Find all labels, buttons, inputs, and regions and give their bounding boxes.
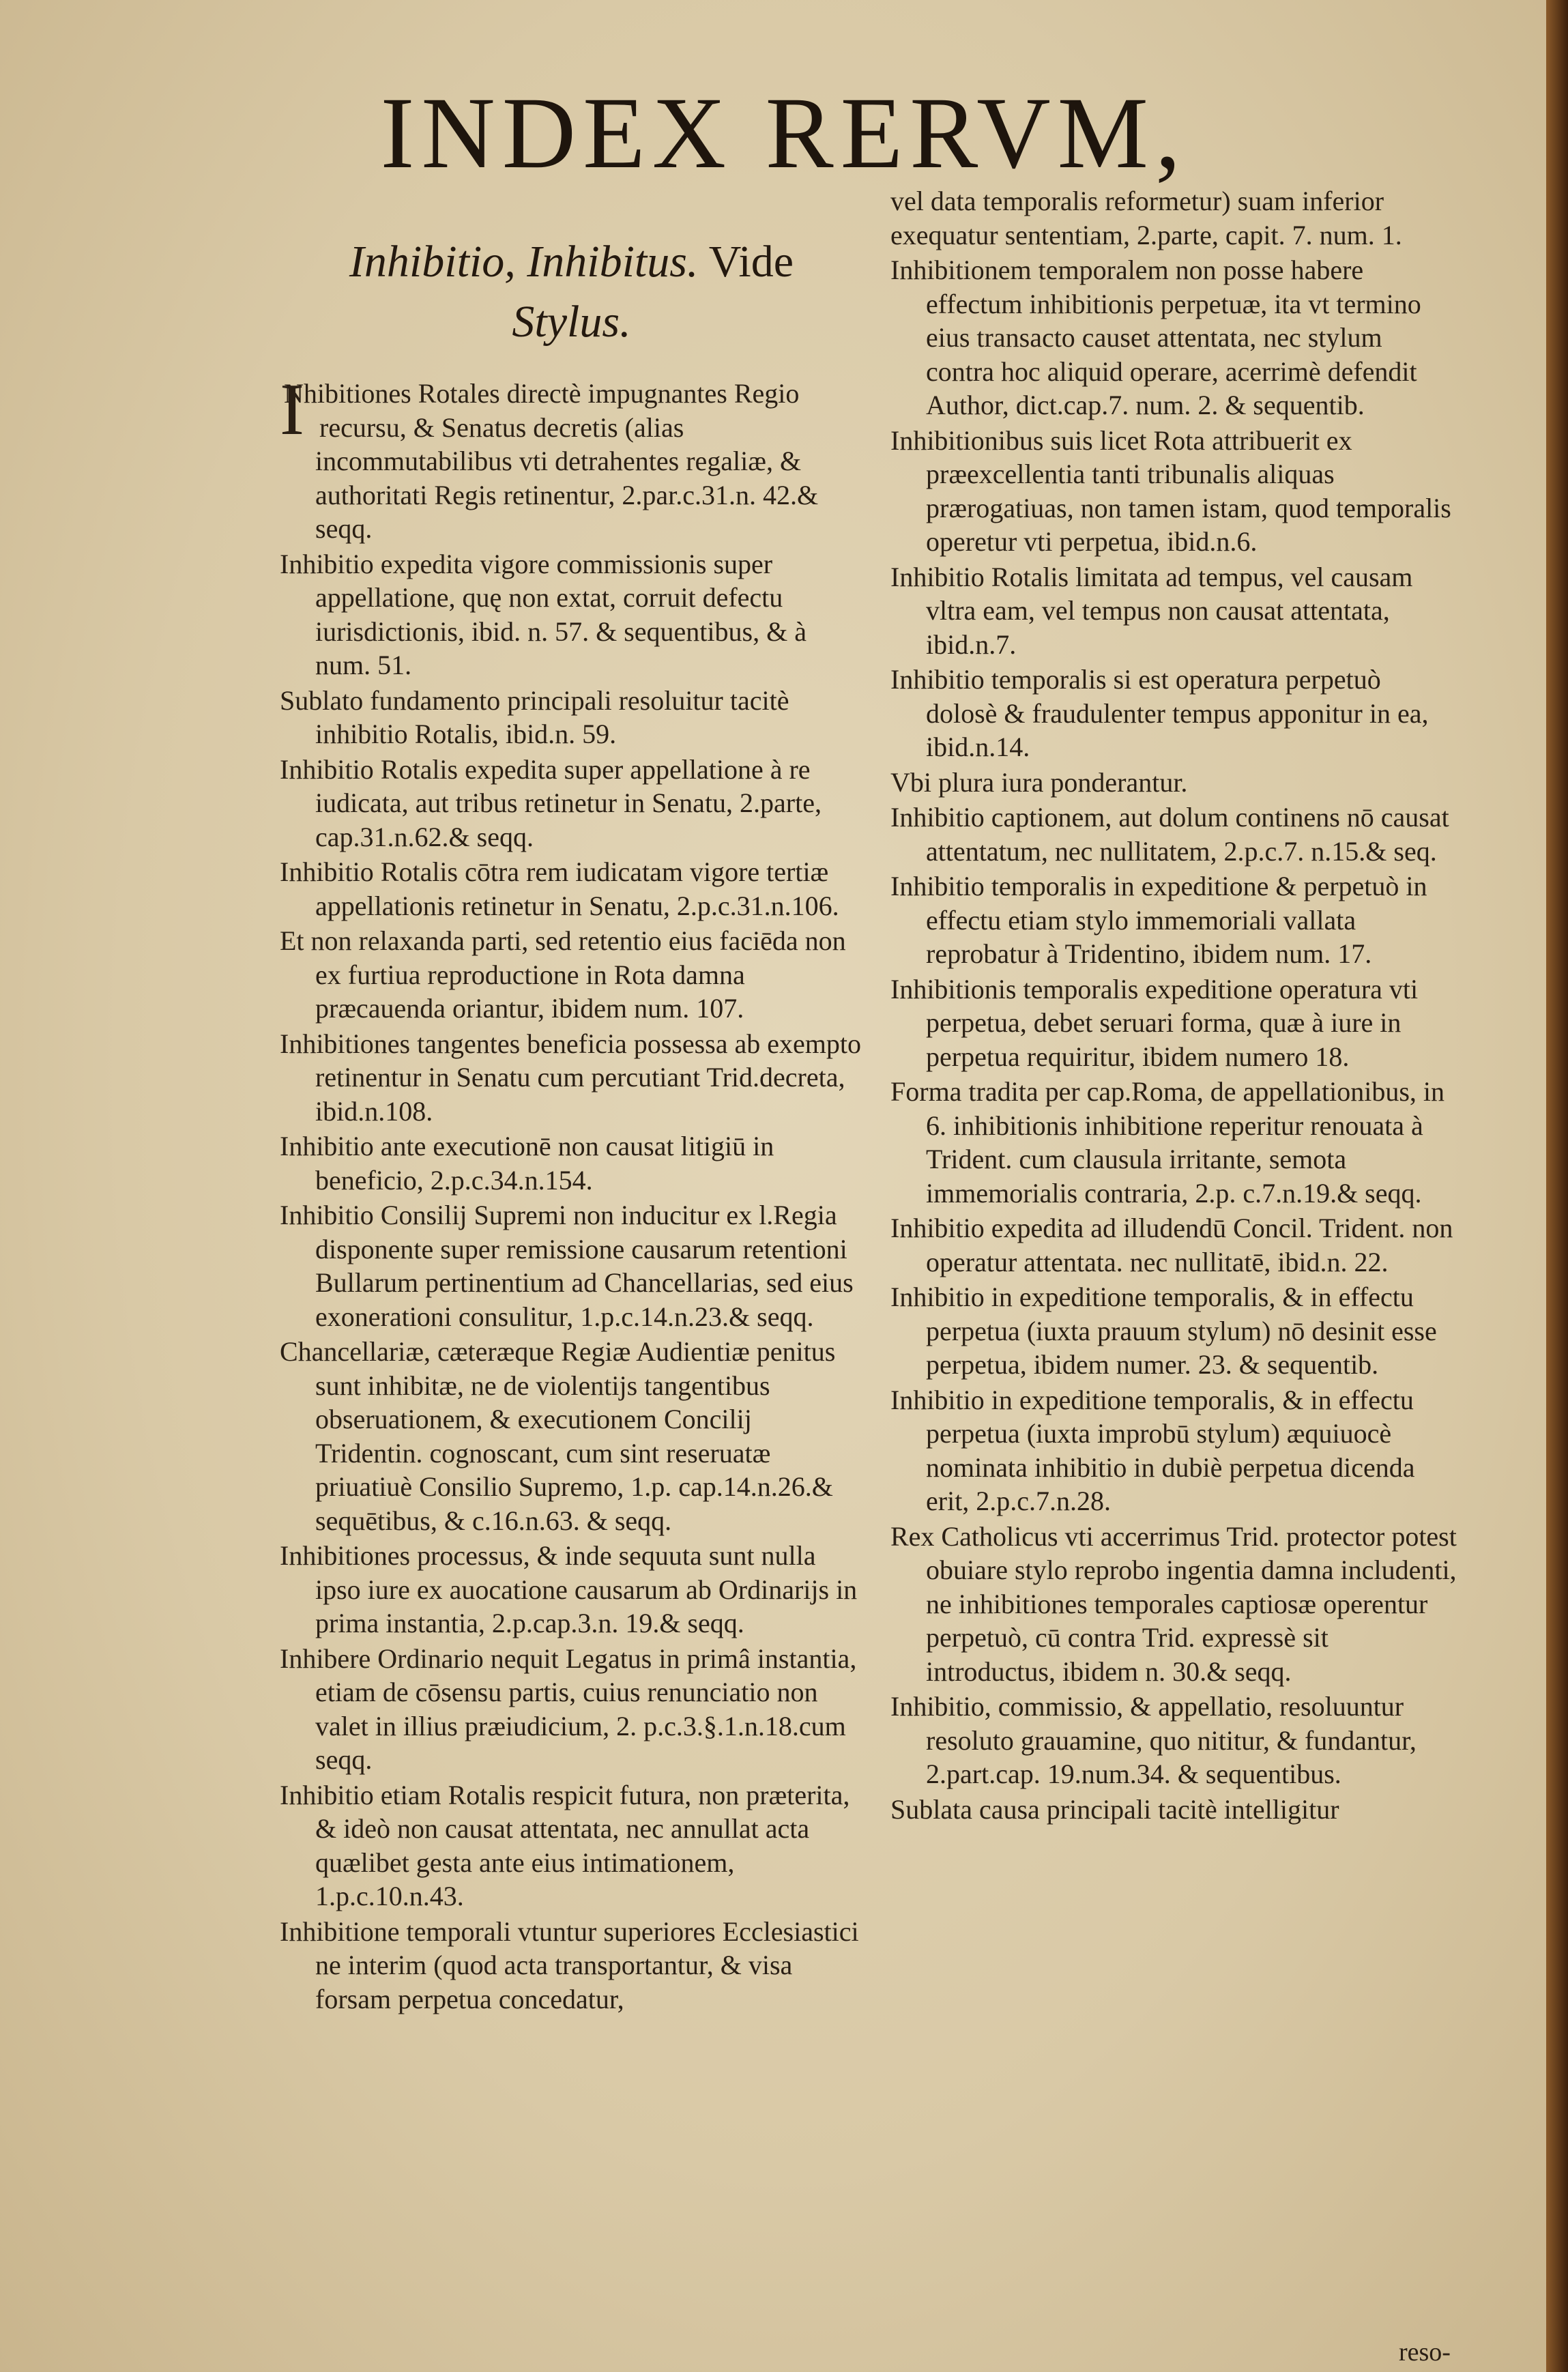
index-entry: INhibitiones Rotales directè impugnantes Regio recursu, & Senatus decretis (alias incommutabilibus vti detrahentes regaliæ, & authoritati Regis retinentur, 2.par.c.31.n. 42.& seqq.: [280, 369, 819, 544]
index-entry: Sublato fundamento principali resoluitur tacitè inhibitio Rotalis, ibid.n. 59.: [280, 684, 789, 749]
index-entry: Vbi plura iura ponderantur.: [890, 766, 1188, 798]
index-entry: Inhibitio Rotalis limitata ad tempus, vel causam vltra eam, vel tempus non causat attentata, ibid.n.7.: [890, 561, 1413, 660]
index-entry: Forma tradita per cap.Roma, de appellationibus, in 6. inhibitionis inhibitione reperitur renouata à Trident. cum clausula irritante, semota immemorialis contraria, 2.p. c.7.n.19.& seqq.: [890, 1076, 1444, 1209]
index-entry: Inhibitio temporalis in expeditione & perpetuò in effectu etiam stylo immemoriali vallata reprobatur à Tridentino, ibidem num. 17.: [890, 871, 1427, 969]
index-entry: Inhibitio etiam Rotalis respicit futura, non præterita, & ideò non causat attentata, nec annullat acta quælibet gesta ante eius intimationem, 1.p.c.10.n.43.: [280, 1779, 850, 1911]
index-entry: Inhibitio expedita vigore commissionis super appellatione, quę non extat, corruit defectu iurisdictionis, ibid. n. 57. & sequentibus, & à num. 51.: [280, 548, 807, 680]
index-entry: vel data temporalis reformetur) suam inferior exequatur sententiam, 2.parte, capit. 7. num. 1.: [890, 186, 1402, 250]
index-entry: Inhibere Ordinario nequit Legatus in primâ instantia, etiam de cōsensu partis, cuius renunciatio non valet in illius præiudicium, 2. p.c.3.§.1.n.18.cum seqq.: [280, 1643, 857, 1775]
heading-see: Stylus.: [512, 297, 631, 347]
left-entry-list: [280, 369, 863, 2016]
index-entry: Inhibitio ante executionē non causat litigiū in beneficio, 2.p.c.34.n.154.: [280, 1131, 774, 1196]
index-entry: Inhibitio temporalis si est operatura perpetuò dolosè & fraudulenter tempus apponitur in ea, ibid.n.14.: [890, 664, 1429, 762]
index-entry: Inhibitionem temporalem non posse habere effectum inhibitionis perpetuæ, ita vt termino eius transacto causet attentata, nec stylum contra hoc aliquid operare, acerrimè defendit Author, dict.cap.7. num. 2. & sequentib.: [890, 255, 1421, 420]
index-entry: Chancellariæ, cæteræque Regiæ Audientiæ penitus sunt inhibitæ, ne de violentijs tangentibus obseruationem, & executionem Concilij Tridentin. cognoscant, cum sint reseruatæ priuatiuè Consilio Supremo, 1.p. cap.14.n.26.& sequētibus, & c.16.n.63. & seqq.: [280, 1336, 836, 1536]
right-entry-list: [890, 184, 1457, 1826]
index-entry: Inhibitione temporali vtuntur superiores Ecclesiastici ne interim (quod acta transportantur, & visa forsam perpetua concedatur,: [280, 1915, 859, 2014]
book-binding-edge: [1546, 0, 1568, 2372]
index-entry: Inhibitio Rotalis expedita super appellatione à re iudicata, aut tribus retinetur in Senatu, 2.parte, cap.31.n.62.& seqq.: [280, 753, 822, 852]
index-entry: Inhibitio Rotalis cōtra rem iudicatam vigore tertiæ appellationis retinetur in Senatu, 2.p.c.31.n.106.: [280, 856, 839, 921]
index-entry: Inhibitio, commissio, & appellatio, resoluuntur resoluto grauamine, quo nititur, & fundantur, 2.part.cap. 19.num.34. & sequentibus.: [890, 1691, 1417, 1789]
index-entry: Inhibitio in expeditione temporalis, & in effectu perpetua (iuxta improbū stylum) æquiuocè nominata inhibitio in dubiè perpetua dicenda erit, 2.p.c.7.n.28.: [890, 1384, 1415, 1516]
left-column: [280, 205, 863, 2017]
index-entry: Inhibitio expedita ad illudendū Concil. Trident. non operatur attentata. nec nullitatē, ibid.n. 22.: [890, 1213, 1453, 1277]
section-heading: [280, 232, 863, 352]
index-entry: Inhibitio captionem, aut dolum continens nō causat attentatum, nec nullitatem, 2.p.c.7. n.15.& seq.: [890, 802, 1449, 867]
index-entry: Inhibitionis temporalis expeditione operatura vti perpetua, debet seruari forma, quæ à iure in perpetua requiritur, ibidem numero 18.: [890, 973, 1419, 1072]
catchword: reso-: [1399, 2338, 1451, 2367]
index-entry: Inhibitio Consilij Supremi non inducitur ex l.Regia disponente super remissione causarum retentioni Bullarum pertinentium ad Chancellarias, sed eius exonerationi consulitur, 1.p.c.14.n.23.& seqq.: [280, 1200, 854, 1332]
index-entry: Inhibitiones tangentes beneficia possessa ab exempto retinentur in Senatu cum percutiant Trid.decreta, ibid.n.108.: [280, 1028, 861, 1127]
right-column: [890, 184, 1457, 1827]
index-entry: Inhibitionibus suis licet Rota attribuerit ex præexcellentia tanti tribunalis aliquas prærogatiuas, non tamen istam, quod temporalis operetur vti perpetua, ibid.n.6.: [890, 424, 1451, 557]
index-entry: Sublata causa principali tacitè intelligitur: [890, 1793, 1339, 1825]
index-entry: Inhibitiones processus, & inde sequuta sunt nulla ipso iure ex auocatione causarum ab Ordinarijs in prima instantia, 2.p.cap.3.n. 19.& seqq.: [280, 1540, 858, 1638]
index-entry: Et non relaxanda parti, sed retentio eius faciēda non ex furtiua reproductione in Rota damna præcauenda oriantur, ibidem num. 107.: [280, 925, 846, 1024]
heading-vide: Vide: [708, 237, 794, 287]
heading-term: Inhibitio, Inhibitus.: [349, 237, 699, 287]
index-entry: Rex Catholicus vti accerrimus Trid. protector potest obuiare stylo reprobo ingentia damna includenti, ne inhibitiones temporales captiosæ operentur perpetuò, cū contra Trid. expressè sit introductus, ibidem n. 30.& seqq.: [890, 1520, 1457, 1687]
index-entry: Inhibitio in expeditione temporalis, & in effectu perpetua (iuxta prauum stylum) nō desinit esse perpetua, ibidem numer. 23. & sequentib.: [890, 1282, 1437, 1380]
page-header: INDEX RERVM,: [380, 76, 1188, 190]
